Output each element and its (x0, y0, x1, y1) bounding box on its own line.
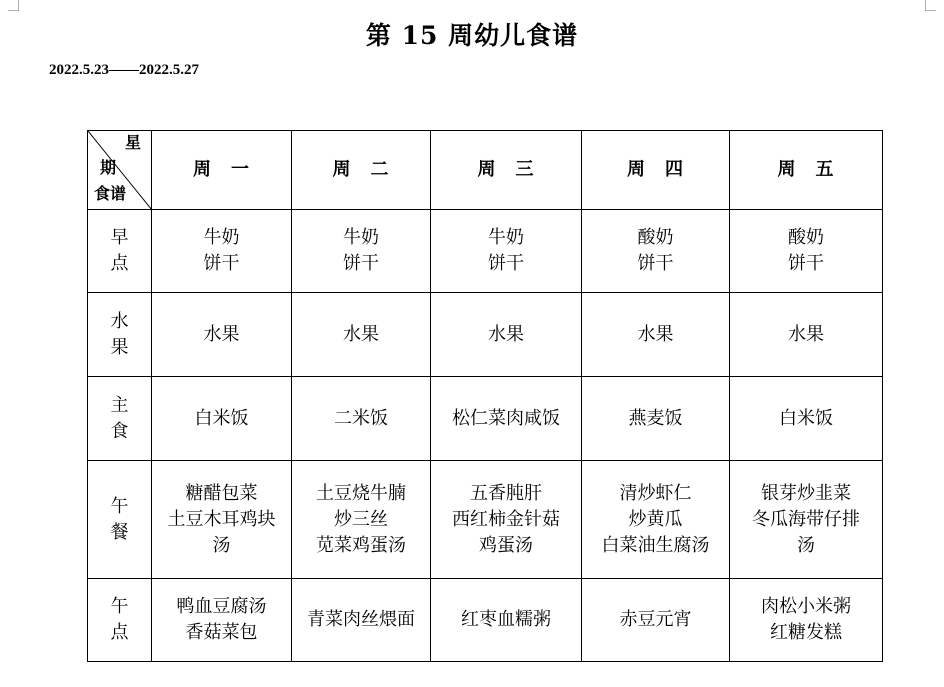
menu-cell (582, 377, 730, 461)
menu-cell (152, 293, 292, 377)
menu-cell (582, 579, 730, 662)
day-header-wed: 周 三 (431, 131, 582, 210)
dish: 饼干 (788, 253, 824, 274)
menu-cell (730, 377, 883, 461)
menu-cell (152, 579, 292, 662)
table-row-morning-snack (88, 210, 883, 293)
day-header-thu: 周 四 (582, 131, 730, 210)
menu-cell (152, 210, 292, 293)
row-label-char: 点 (110, 622, 129, 643)
dish: 汤 (797, 534, 815, 556)
row-label-char: 午 (110, 495, 129, 517)
dish: 冬瓜海带仔排 (752, 508, 860, 530)
dish: 糖醋包菜 (185, 482, 258, 504)
table-row-afternoon-snack (88, 579, 883, 662)
dish: 土豆烧牛腩 (316, 482, 406, 504)
table-row-fruit (88, 293, 883, 377)
dish: 青菜肉丝煨面 (307, 609, 415, 630)
dish: 白米饭 (194, 407, 249, 429)
corner-header-cell (88, 131, 152, 210)
menu-cell (292, 461, 431, 579)
dish: 二米饭 (334, 407, 388, 429)
menu-cell (582, 210, 730, 293)
dish: 水果 (203, 323, 240, 345)
dish: 饼干 (488, 253, 524, 274)
menu-cell (152, 461, 292, 579)
row-label-char: 主 (110, 394, 129, 416)
dish: 水果 (637, 323, 674, 345)
dish: 炒黄瓜 (628, 508, 683, 530)
dish: 水果 (343, 323, 379, 345)
dish: 燕麦饭 (628, 407, 683, 429)
menu-cell (431, 579, 582, 662)
menu-cell (431, 377, 582, 461)
menu-cell (431, 461, 582, 579)
dish: 苋菜鸡蛋汤 (316, 534, 406, 556)
row-label-char: 餐 (110, 521, 129, 543)
dish: 炒三丝 (334, 508, 388, 530)
row-label-fruit (88, 293, 152, 377)
menu-cell (292, 210, 431, 293)
dish: 赤豆元宵 (619, 609, 692, 630)
menu-cell (730, 210, 883, 293)
menu-table (87, 130, 883, 662)
dish: 饼干 (203, 253, 240, 274)
dish: 土豆木耳鸡块 (167, 508, 276, 530)
menu-cell (730, 293, 883, 377)
dish: 清炒虾仁 (619, 482, 692, 504)
dish: 松仁菜肉咸饭 (452, 407, 560, 429)
menu-cell (582, 461, 730, 579)
page-title: 第 15 周幼儿食谱 (365, 21, 579, 50)
dish: 白米饭 (779, 407, 833, 429)
page-corner-mark-left (8, 0, 19, 11)
page-corner-mark-right (925, 0, 936, 11)
dish: 酸奶 (788, 227, 824, 248)
corner-label-xing: 星 (124, 133, 141, 152)
menu-cell (730, 461, 883, 579)
day-header-fri: 周 五 (730, 131, 883, 210)
row-label-staple (88, 377, 152, 461)
day-header-mon: 周 一 (152, 131, 292, 210)
row-label-char: 早 (110, 227, 129, 248)
menu-cell (431, 293, 582, 377)
row-label-lunch (88, 461, 152, 579)
dish: 银芽炒韭菜 (761, 482, 851, 504)
dish: 红糖发糕 (770, 622, 842, 643)
dish: 西红柿金针菇 (452, 508, 560, 530)
dish: 饼干 (637, 253, 674, 274)
date-range: 2022.5.23——2022.5.27 (49, 62, 199, 78)
corner-label-qi: 期 (100, 158, 117, 177)
header-row (88, 131, 883, 210)
dish: 水果 (788, 323, 824, 345)
row-label-char: 点 (110, 253, 129, 274)
dish: 水果 (488, 323, 524, 345)
dish: 牛奶 (203, 227, 240, 248)
menu-cell (582, 293, 730, 377)
menu-cell (730, 579, 883, 662)
dish: 牛奶 (488, 227, 524, 248)
dish: 红枣血糯粥 (461, 609, 551, 630)
dish: 饼干 (343, 253, 379, 274)
table-row-staple (88, 377, 883, 461)
dish: 五香肫肝 (470, 482, 542, 504)
row-label-char: 果 (110, 336, 129, 358)
row-label-char: 食 (110, 420, 129, 442)
menu-cell (292, 579, 431, 662)
corner-label-shipu: 食谱 (94, 184, 127, 203)
dish: 鸭血豆腐汤 (176, 596, 267, 617)
dish: 鸡蛋汤 (479, 534, 533, 556)
dish: 白菜油生腐汤 (601, 534, 710, 556)
row-label-afternoon-snack (88, 579, 152, 662)
dish: 香菇菜包 (185, 622, 258, 643)
menu-cell (292, 377, 431, 461)
menu-cell (152, 377, 292, 461)
menu-cell (431, 210, 582, 293)
dish: 肉松小米粥 (761, 596, 851, 617)
menu-cell (292, 293, 431, 377)
dish: 牛奶 (343, 227, 379, 248)
row-label-morning-snack (88, 210, 152, 293)
dish: 酸奶 (637, 227, 674, 248)
table-row-lunch (88, 461, 883, 579)
row-label-char: 午 (110, 596, 129, 617)
day-header-tue: 周 二 (292, 131, 431, 210)
dish: 汤 (212, 534, 231, 556)
row-label-char: 水 (110, 310, 129, 332)
